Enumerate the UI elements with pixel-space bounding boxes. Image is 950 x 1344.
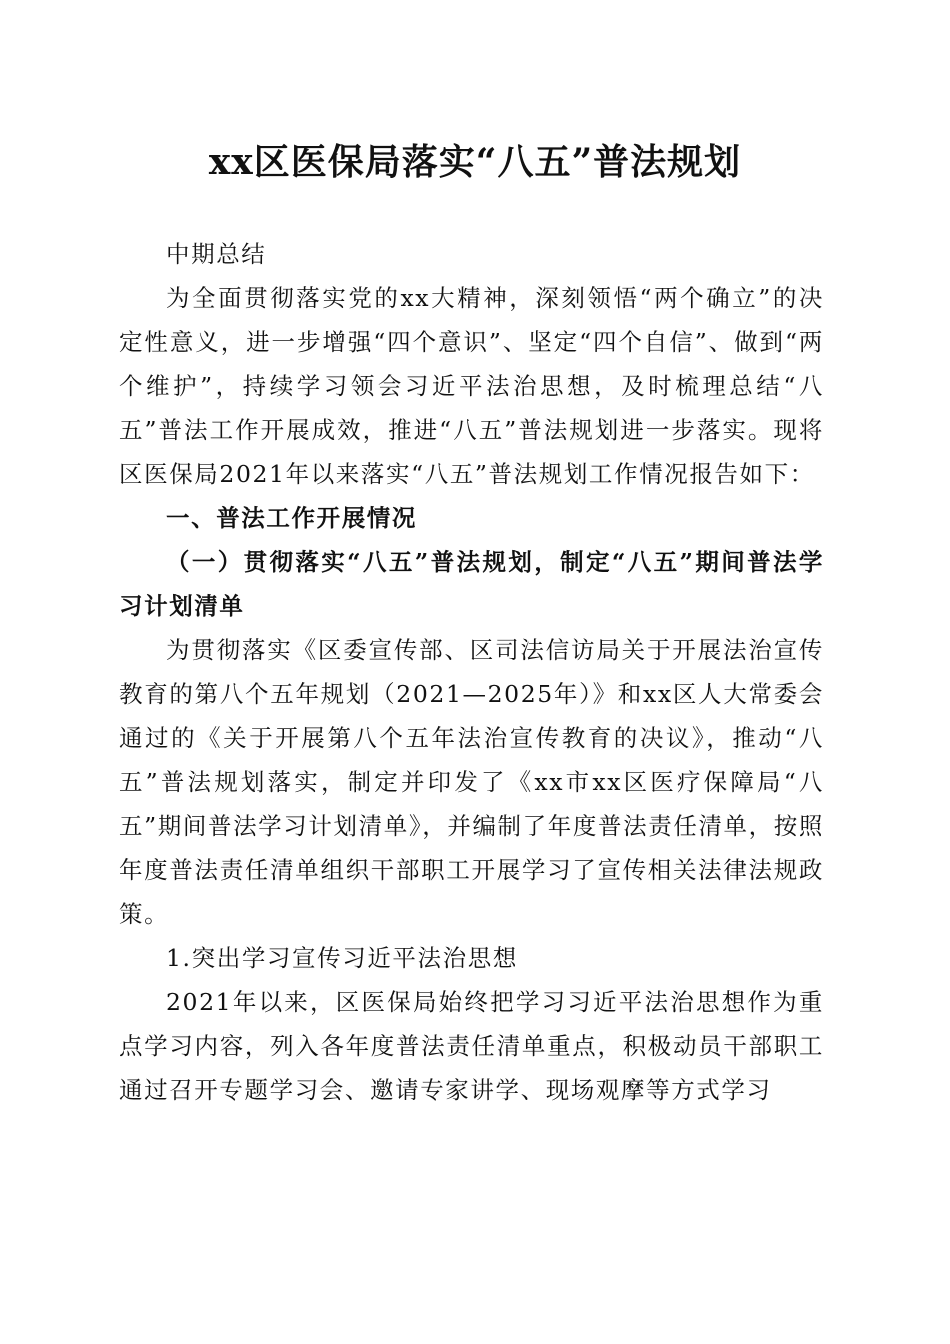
intro-paragraph: 为全面贯彻落实党的xx大精神，深刻领悟“两个确立”的决定性意义，进一步增强“四个意识”、坚定“四个自信”、做到“两个维护”，持续学习领会习近平法治思想，及时梳理总结“八五”普法工作开展成效，推进“八五”普法规划进一步落实。现将区医保局2021年以来落实“八五”普法规划工作情况报告如下： [119, 284, 824, 488]
subsection-heading-1: （一）贯彻落实“八五”普法规划，制定“八五”期间普法学习计划清单 [119, 548, 824, 620]
document-body [119, 232, 824, 1112]
document-subtitle: 中期总结 [166, 240, 267, 268]
section-heading-1: 一、普法工作开展情况 [166, 504, 417, 532]
item-heading-1: 1.突出学习宣传习近平法治思想 [166, 944, 518, 972]
document-title: xx区医保局落实“八五”普法规划 [208, 141, 742, 183]
subsection-paragraph-1: 为贯彻落实《区委宣传部、区司法信访局关于开展法治宣传教育的第八个五年规划（2021—2025年）》和xx区人大常委会通过的《关于开展第八个五年法治宣传教育的决议》，推动“八五”普法规划落实，制定并印发了《xx市xx区医疗保障局“八五”期间普法学习计划清单》，并编制了年度普法责任清单，按照年度普法责任清单组织干部职工开展学习了宣传相关法律法规政策。 [119, 636, 824, 928]
item-paragraph-1: 2021年以来，区医保局始终把学习习近平法治思想作为重点学习内容，列入各年度普法责任清单重点，积极动员干部职工通过召开专题学习会、邀请专家讲学、现场观摩等方式学习 [119, 988, 824, 1104]
